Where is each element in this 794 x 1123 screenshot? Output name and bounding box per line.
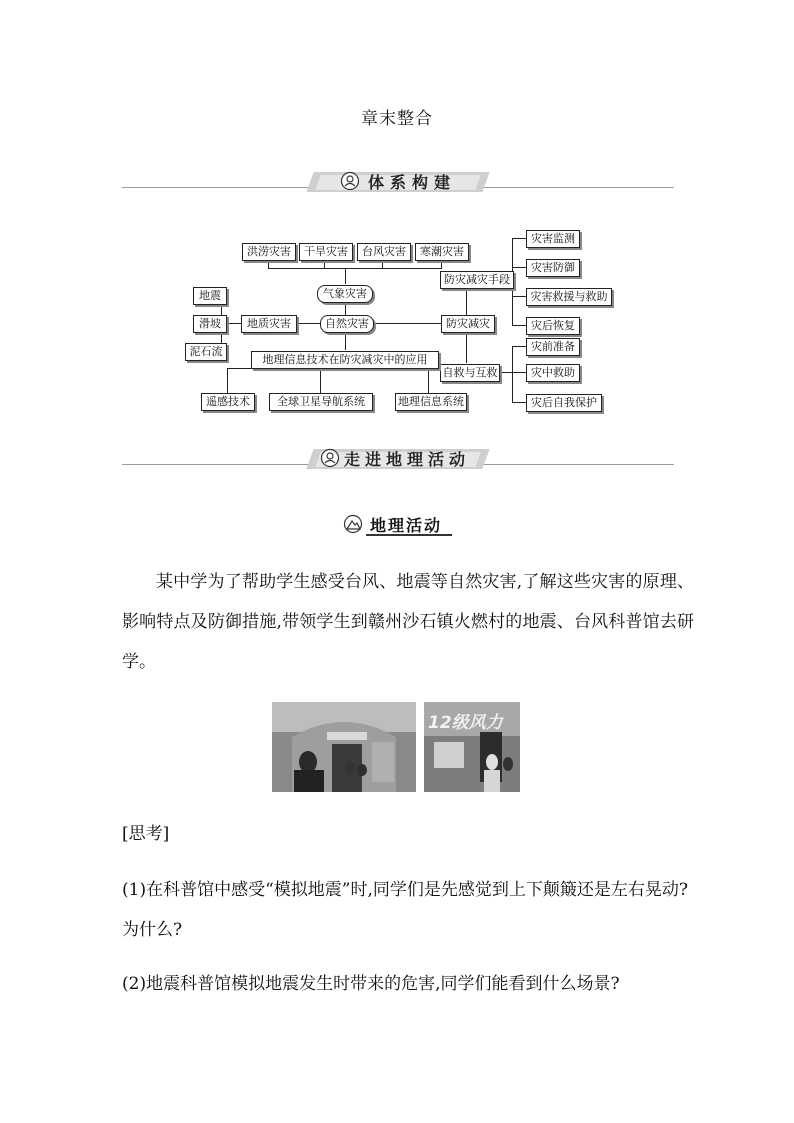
connector: [466, 333, 467, 363]
box-means-item: 灾后恢复: [526, 317, 580, 335]
mountain-icon: [343, 514, 363, 534]
question-1: (1)在科普馆中感受“模拟地震”时,同学们是先感觉到上下颠簸还是左右晃动?为什么?: [122, 880, 688, 940]
box-weather-type: 寒潮灾害: [415, 243, 469, 261]
box-geo-info: 地理信息技术在防灾减灾中的应用: [251, 351, 439, 369]
connector: [345, 333, 346, 350]
box-natural: 自然灾害: [320, 315, 374, 333]
connector: [296, 323, 320, 324]
connector: [372, 323, 442, 324]
concept-map: [0, 0, 794, 430]
activity-heading-label: 地理活动: [370, 516, 443, 535]
box-means: 防灾减灾手段: [440, 271, 514, 289]
connector: [227, 368, 228, 393]
box-self-rescue: 自救与互救: [440, 364, 500, 382]
connector: [428, 368, 429, 393]
box-self-item: 灾中救助: [526, 364, 580, 382]
activity-paragraph: 某中学为了帮助学生感受台风、地震等自然灾害,了解这些灾害的原理、影响特点及防御措施,带领学生到赣州沙石镇火燃村的地震、台风科普馆去研学。: [122, 572, 694, 672]
box-geo-item: 地震: [193, 287, 227, 305]
box-self-item: 灾后自我保护: [526, 394, 602, 412]
photo-earthquake-hall: [272, 702, 416, 792]
connector: [268, 268, 442, 269]
connector: [512, 402, 526, 403]
connector: [466, 288, 467, 316]
person-icon: [320, 448, 340, 468]
box-weather-type: 台风灾害: [357, 243, 411, 261]
box-geo-item: 泥石流: [185, 343, 227, 361]
connector: [512, 238, 526, 239]
connector: [512, 325, 526, 326]
connector: [512, 346, 513, 402]
box-means-item: 灾害防御: [526, 259, 580, 277]
connector: [512, 267, 526, 268]
box-weather-type: 干旱灾害: [299, 243, 353, 261]
connector: [512, 296, 526, 297]
heading-underline: [366, 534, 452, 536]
photo-typhoon-hall: [424, 702, 520, 792]
connector: [441, 260, 442, 268]
connector: [229, 323, 241, 324]
think-label: [思考]: [122, 824, 170, 844]
photo-sign-text: 12级风力: [428, 713, 503, 733]
box-tech-item: 遥感技术: [201, 393, 255, 411]
box-weather-type: 洪涝灾害: [242, 243, 296, 261]
connector: [512, 372, 526, 373]
question-2: (2)地震科普馆模拟地震发生时带来的危害,同学们能看到什么场景?: [122, 974, 620, 994]
connector: [324, 260, 325, 268]
box-geo-item: 滑坡: [193, 315, 227, 333]
connector: [382, 260, 383, 268]
connector: [498, 372, 512, 373]
connector: [320, 368, 321, 393]
box-weather: 气象灾害: [317, 285, 373, 303]
connector: [268, 260, 269, 268]
box-geological: 地质灾害: [241, 315, 297, 333]
box-tech-item: 地理信息系统: [395, 393, 467, 411]
connector: [345, 268, 346, 284]
photo-earthquake-scene: [272, 702, 416, 792]
box-means-item: 灾害监测: [526, 230, 580, 248]
box-means-item: 灾害救援与救助: [526, 288, 612, 306]
box-self-item: 灾前准备: [526, 338, 580, 356]
box-reduction: 防灾减灾: [441, 315, 495, 333]
activity-heading: [0, 512, 794, 536]
section-banner-activity: [122, 447, 674, 477]
page-title: 章末整合: [361, 109, 433, 129]
section-title-system: 体系构建: [368, 173, 457, 192]
section-title-activity: 走进地理活动: [344, 450, 471, 469]
connector: [512, 346, 526, 347]
box-tech-item: 全球卫星导航系统: [269, 393, 373, 411]
